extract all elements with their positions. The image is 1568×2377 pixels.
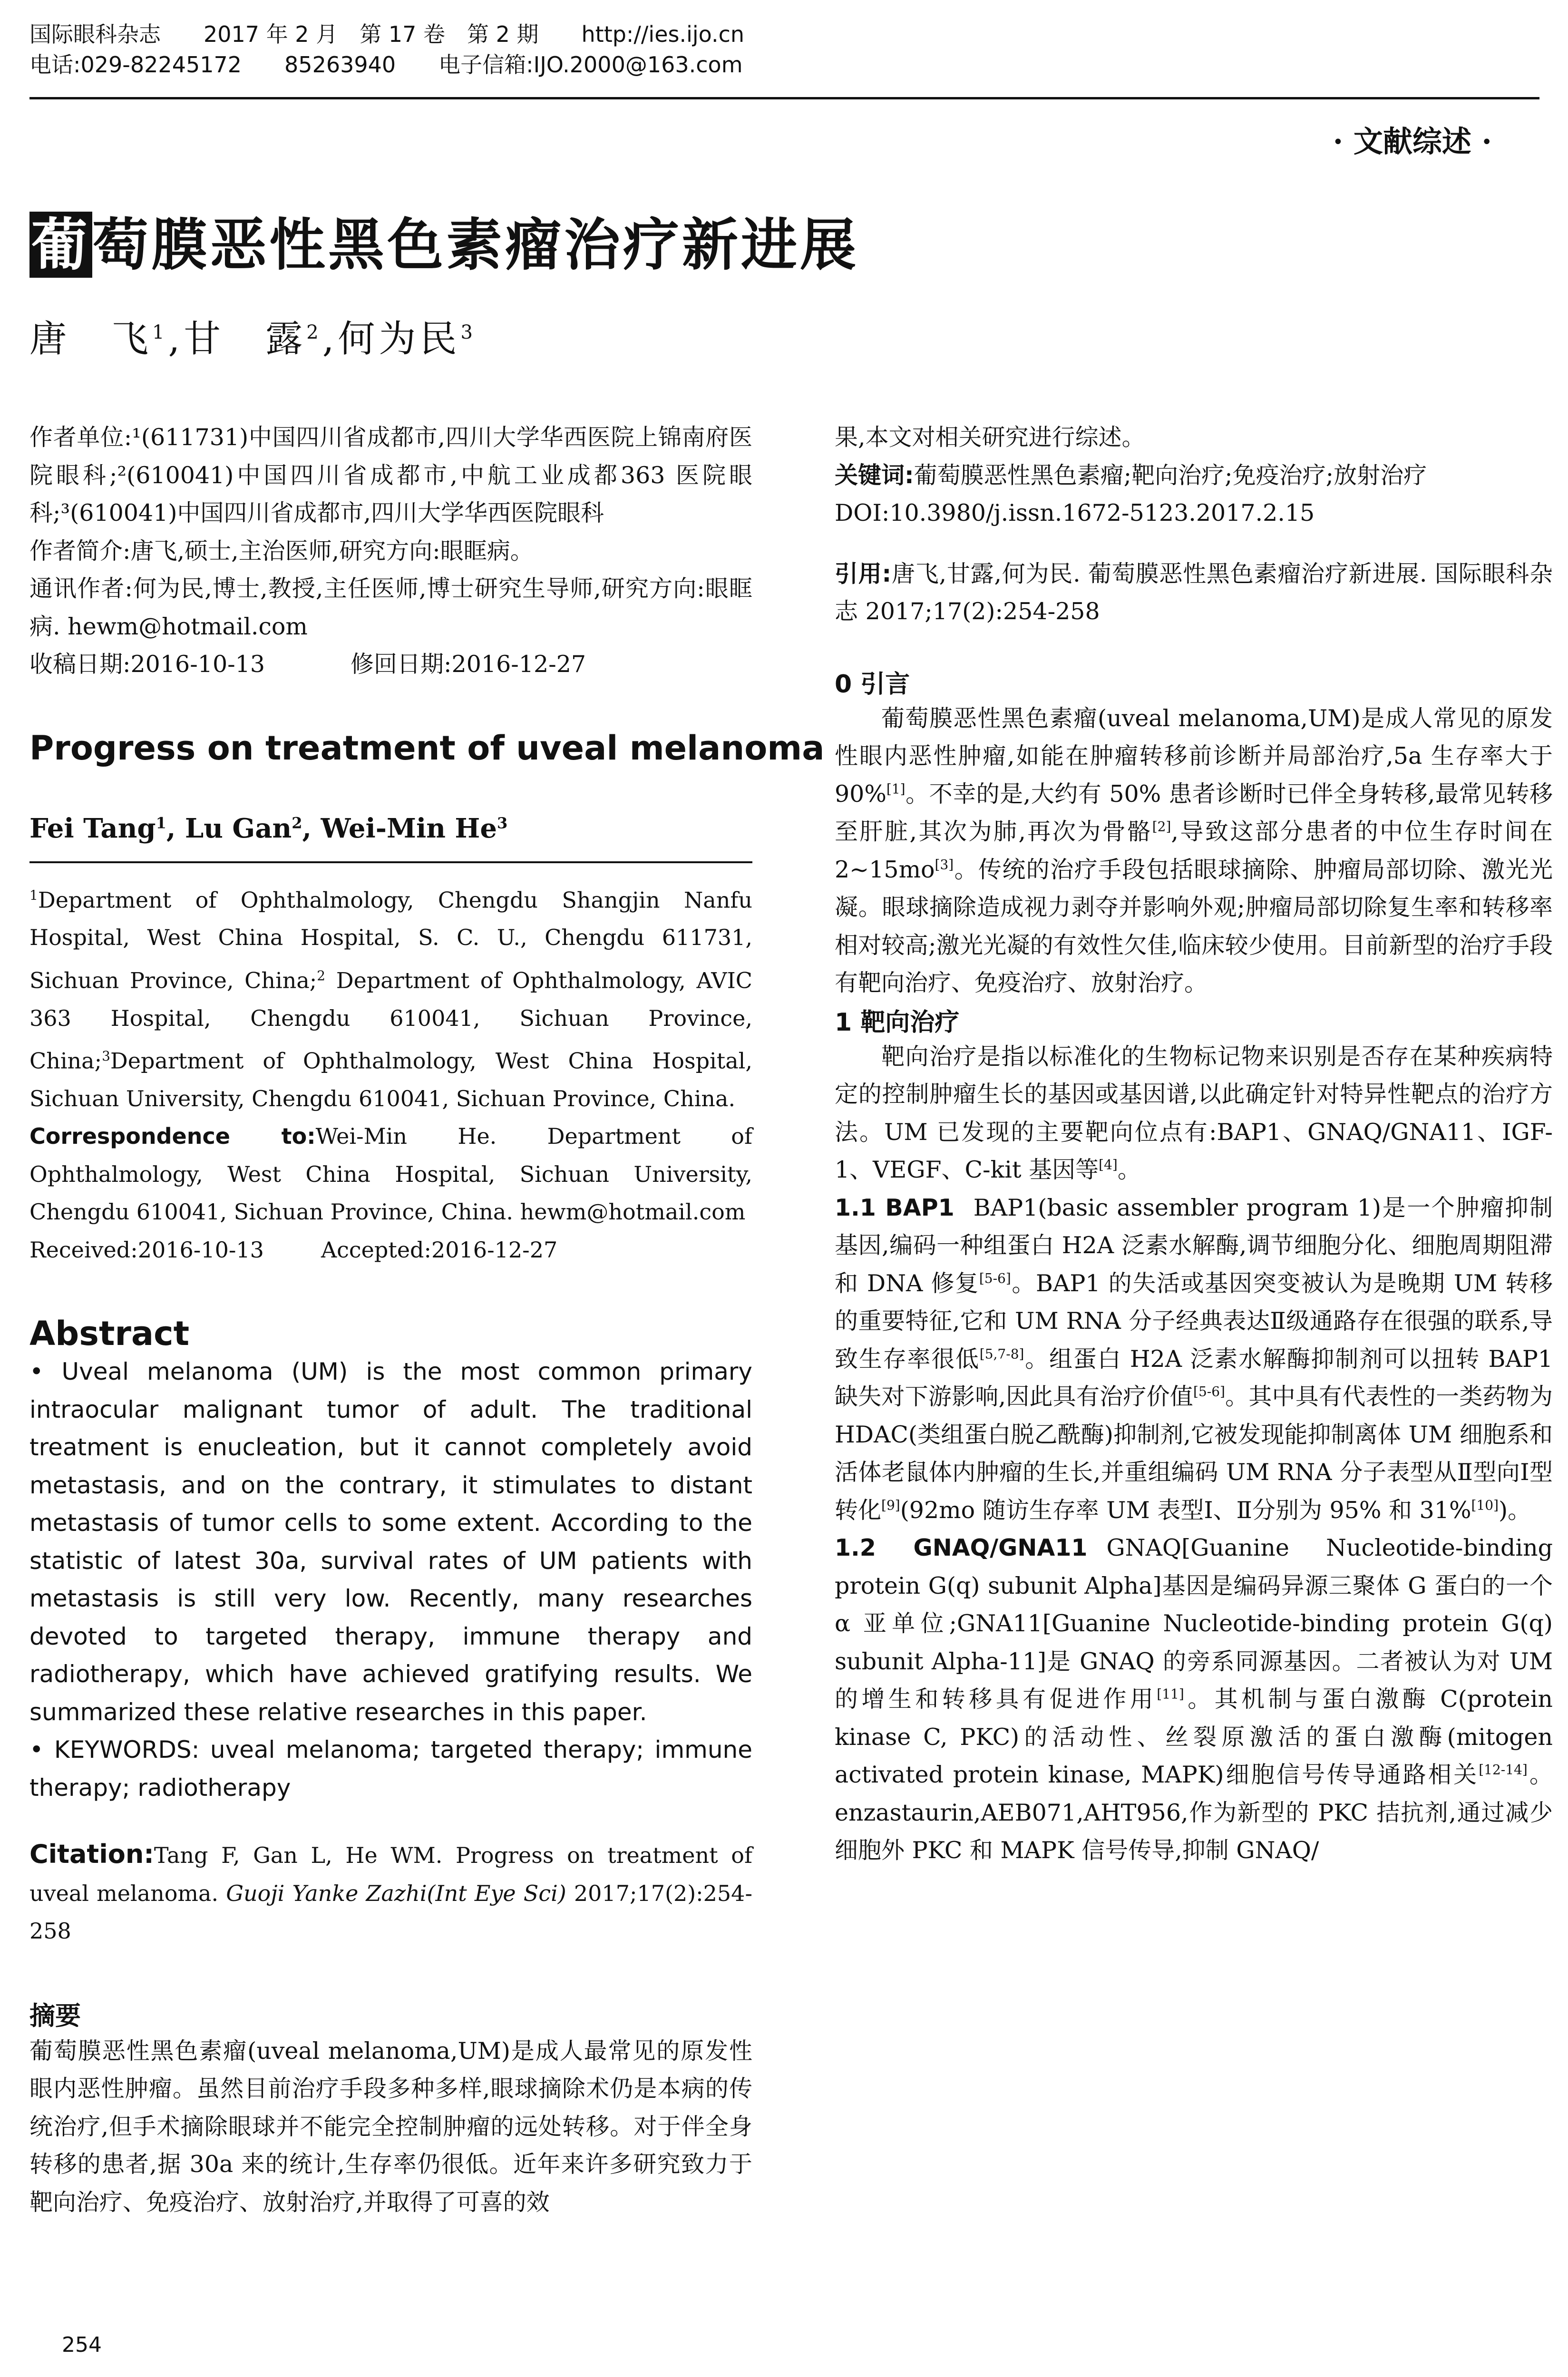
english-authors: [29, 813, 752, 844]
corresponding-author-cn: 通讯作者:何为民,博士,教授,主任医师,博士研究生导师,研究方向:眼眶病. hewm@hotmail.com: [29, 575, 752, 640]
keywords-label: 关键词:: [835, 461, 914, 489]
s11-p2: 。BAP1 的失活或基因突变被认为是晚期 UM 转移的重要特征,它和 UM RNA 分子经典表达Ⅱ级通路存在很强的联系,导致生存率很低: [835, 1269, 1553, 1373]
aff1: Department of Ophthalmology, Chengdu Shangjin Nanfu Hospital, West China Hospital, S. C. U., Chengdu 611731, Sichuan Province, China;: [29, 887, 752, 994]
s0-p3: ,导致这部分患者的中位生存时间在 2~15mo: [835, 818, 1553, 883]
revised-cn: 修回日期:2016-12-27: [351, 651, 586, 678]
s11-p4: 。其中具有代表性的一类药物为 HDAC(类组蛋白脱乙酰酶)抑制剂,它被发现能抑制离体 UM 细胞系和活体老鼠体内肿瘤的生长,并重组编码 UM RNA 分子表型从Ⅱ型向Ⅰ型转化: [835, 1383, 1553, 1524]
accepted-en: Accepted:2016-12-27: [321, 1237, 558, 1263]
section-1-1-heading: 1.1 BAP1: [835, 1194, 954, 1221]
citation-tail: 2017;17(2):254-258: [29, 1880, 752, 1944]
english-correspondence: [29, 1118, 752, 1231]
abstract-text: • Uveal melanoma (UM) is the most common primary intraocular malignant tumor of adult. The traditional treatment is enucleation, but it cannot completely avoid metastasis, and on the contrary, it stimulates to distant metastasis of tumor cells to some extent. According to the statistic of latest 30a, survival rates of UM patients with metastasis is still very low. Recently, many researches devoted to targeted therapy, immune therapy and radiotherapy, which have achieved gratifying results. We summarized these relative researches in this paper.: [29, 1358, 752, 1726]
journal-url[interactable]: http://ies.ijo.cn: [581, 21, 745, 47]
ref-5-6b: [5-6]: [1193, 1383, 1225, 1400]
ref-2: [2]: [1152, 818, 1171, 835]
dates-cn: [29, 645, 752, 683]
doi: DOI:10.3980/j.issn.1672-5123.2017.2.15: [835, 499, 1315, 526]
en-author-1-sup: 1: [156, 813, 166, 832]
section-0-text: [835, 700, 1553, 1002]
cn-abstract-text: 葡萄膜恶性黑色素瘤(uveal melanoma,UM)是成人最常见的原发性眼内恶性肿瘤。虽然目前治疗手段多种多样,眼球摘除术仍是本病的传统治疗,但手术摘除眼球并不能完全控制肿瘤的远处转移。对于伴全身转移的患者,据 30a 来的统计,生存率仍很低。近年来许多研究致力于靶向治疗、免疫治疗、放射治疗,并取得了可喜的效: [29, 2037, 752, 2216]
section-1-2-heading: 1.2 GNAQ/GNA11: [835, 1534, 1088, 1561]
journal-name: 国际眼科杂志: [29, 21, 161, 47]
s11-p3: 。组蛋白 H2A 泛素水解酶抑制剂可以扭转 BAP1 缺失对下游影响,因此具有治疗价值: [835, 1345, 1553, 1410]
ref-10: [10]: [1471, 1497, 1499, 1513]
author-intro: 作者简介:唐飞,硕士,主治医师,研究方向:眼眶病。: [29, 537, 534, 565]
en-author-3-sup: 3: [497, 813, 508, 832]
cite-label: 引用:: [835, 560, 892, 587]
ref-9: [9]: [881, 1497, 900, 1513]
en-author-3: , Wei-Min He: [302, 812, 497, 844]
author-2-sup: 2: [306, 321, 322, 343]
received-cn: 收稿日期:2016-10-13: [29, 651, 265, 678]
english-dates: [29, 1231, 752, 1269]
english-affiliations: [29, 877, 752, 1118]
s0-p1: 葡萄膜恶性黑色素瘤(uveal melanoma,UM)是成人常见的原发性眼内恶性肿瘤,如能在肿瘤转移前诊断并局部治疗,5a 生存率大于 90%: [835, 704, 1553, 808]
section-1-2: [835, 1529, 1553, 1870]
keywords-text: 葡萄膜恶性黑色素瘤;靶向治疗;免疫治疗;放射治疗: [914, 461, 1427, 489]
citation-label: Citation:: [29, 1839, 154, 1870]
section-0-heading: 0 引言: [835, 670, 910, 699]
s1-p1: 靶向治疗是指以标准化的生物标记物来识别是否存在某种疾病特定的控制肿瘤生长的基因或基因谱,以此确定针对特异性靶点的治疗方法。UM 已发现的主要靶向位点有:BAP1、GNAQ/GNA11、IGF-1、VEGF、C-kit 基因等: [835, 1042, 1553, 1183]
journal-phone: 电话:029-82245172: [29, 52, 242, 78]
author-3-sup: 3: [460, 321, 477, 343]
ref-4: [4]: [1099, 1157, 1118, 1173]
s12-p2: 。其机制与蛋白激酶 C(protein kinase C, PKC)的活动性、丝裂原激活的蛋白激酶(mitogen activated protein kinase, MAPK)细胞信号传导通路相关: [835, 1685, 1553, 1788]
ref-12-14: [12-14]: [1479, 1762, 1528, 1778]
section-1-text: [835, 1038, 1553, 1189]
aff3-sup: 3: [102, 1048, 110, 1064]
en-author-1: Fei Tang: [29, 812, 156, 844]
author-3: ,何为民: [322, 318, 461, 360]
title-rest: 萄膜恶性黑色素瘤治疗新进展: [92, 212, 859, 278]
right-column: [835, 419, 1553, 1870]
s11-p5: (92mo 随访生存率 UM 表型Ⅰ、Ⅱ分别为 95% 和 31%: [900, 1496, 1471, 1524]
author-2: ,甘 露: [168, 318, 307, 360]
journal-header: [29, 19, 1539, 80]
cite-cn: [835, 555, 1553, 631]
journal-phone2: 85263940: [284, 52, 396, 78]
authors-cn: [29, 309, 477, 362]
en-author-2: , Lu Gan: [166, 812, 292, 844]
journal-email: 电子信箱:IJO.2000@163.com: [438, 52, 743, 78]
citation-text: Tang F, Gan L, He WM. Progress on treatment of uveal melanoma.: [29, 1842, 752, 1906]
page-number: 254: [62, 2333, 102, 2357]
ref-1: [1]: [886, 781, 906, 797]
ref-11: [11]: [1157, 1686, 1184, 1702]
aff1-sup: 1: [29, 887, 38, 903]
ref-5-6: [5-6]: [979, 1270, 1011, 1286]
correspondence-text: Wei-Min He. Department of Ophthalmology, West China Hospital, Sichuan University, Chengdu 610041, Sichuan Province, China. hewm@hotmail.com: [29, 1123, 752, 1225]
s0-p2: 。不幸的是,大约有 50% 患者诊断时已伴全身转移,最常见转移至肝脏,其次为肺,再次为骨骼: [835, 780, 1553, 845]
author-1-sup: 1: [152, 321, 168, 343]
abstract-heading: Abstract: [29, 1314, 190, 1354]
article-title: [29, 200, 859, 281]
s12-p1: GNAQ[Guanine Nucleotide-binding protein G(q) subunit Alpha]基因是编码异源三聚体 G 蛋白的一个 α 亚单位;GNA11[Guanine Nucleotide-binding protein G(q) subunit Alpha-11]是 GNAQ 的旁系同源基因。二者被认为对 UM 的增生和转移具有促进作用: [835, 1534, 1553, 1713]
author-1: 唐 飞: [29, 318, 153, 360]
ref-5-7-8: [5,7-8]: [979, 1346, 1024, 1362]
ref-3: [3]: [935, 857, 954, 873]
citation-journal: Guoji Yanke Zazhi(Int Eye Sci): [226, 1880, 566, 1906]
title-first-char: 葡: [29, 212, 92, 278]
affiliation-cn: 作者单位:¹(611731)中国四川省成都市,四川大学华西医院上锦南府医院眼科;²(610041)中国四川省成都市,中航工业成都363 医院眼科;³(610041)中国四川省成都市,四川大学华西医院眼科: [29, 424, 752, 526]
journal-issue: 2017 年 2 月 第 17 卷 第 2 期: [204, 21, 539, 47]
s12-p3: 。enzastaurin,AEB071,AHT956,作为新型的 PKC 拮抗剂,通过减少细胞外 PKC 和 MAPK 信号传导,抑制 GNAQ/: [835, 1761, 1553, 1864]
left-column: [29, 419, 825, 2221]
section-tag: · 文献综述 ·: [1333, 124, 1492, 159]
cite-text: 唐飞,甘露,何为民. 葡萄膜恶性黑色素瘤治疗新进展. 国际眼科杂志 2017;17(2):254-258: [835, 560, 1553, 625]
section-1-1: [835, 1189, 1553, 1529]
aff3: Department of Ophthalmology, West China Hospital, Sichuan University, Chengdu 610041, Sichuan Province, China.: [29, 1048, 752, 1111]
aff2: Department of Ophthalmology, AVIC 363 Hospital, Chengdu 610041, Sichuan Province, China;: [29, 967, 753, 1074]
cn-abstract-continued: 果,本文对相关研究进行综述。: [835, 424, 1145, 451]
abstract-keywords: • KEYWORDS: uveal melanoma; targeted therapy; immune therapy; radiotherapy: [29, 1736, 752, 1802]
s11-p6: )。: [1499, 1496, 1531, 1524]
s1-end: 。: [1117, 1156, 1141, 1183]
received-en: Received:2016-10-13: [29, 1237, 264, 1263]
aff2-sup: 2: [317, 967, 326, 984]
s11-p1: BAP1(basic assembler program 1)是一个肿瘤抑制基因,编码一种组蛋白 H2A 泛素水解酶,调节细胞分化、细胞周期阻滞和 DNA 修复: [835, 1194, 1553, 1297]
citation-en: [29, 1835, 752, 1950]
s0-p4: 。传统的治疗手段包括眼球摘除、肿瘤局部切除、激光光凝。眼球摘除造成视力剥夺并影响外观;肿瘤局部切除复生率和转移率相对较高;激光光凝的有效性欠佳,临床较少使用。目前新型的治疗手段有靶向治疗、免疫治疗、放射治疗。: [835, 856, 1553, 996]
header-rule: [29, 97, 1539, 99]
section-1-heading: 1 靶向治疗: [835, 1008, 960, 1037]
keywords-cn: [835, 457, 1553, 495]
en-author-2-sup: 2: [292, 813, 302, 832]
english-title: Progress on treatment of uveal melanoma: [29, 728, 825, 768]
correspondence-label: Correspondence to:: [29, 1123, 316, 1150]
cn-abstract-heading: 摘要: [29, 2000, 81, 2031]
